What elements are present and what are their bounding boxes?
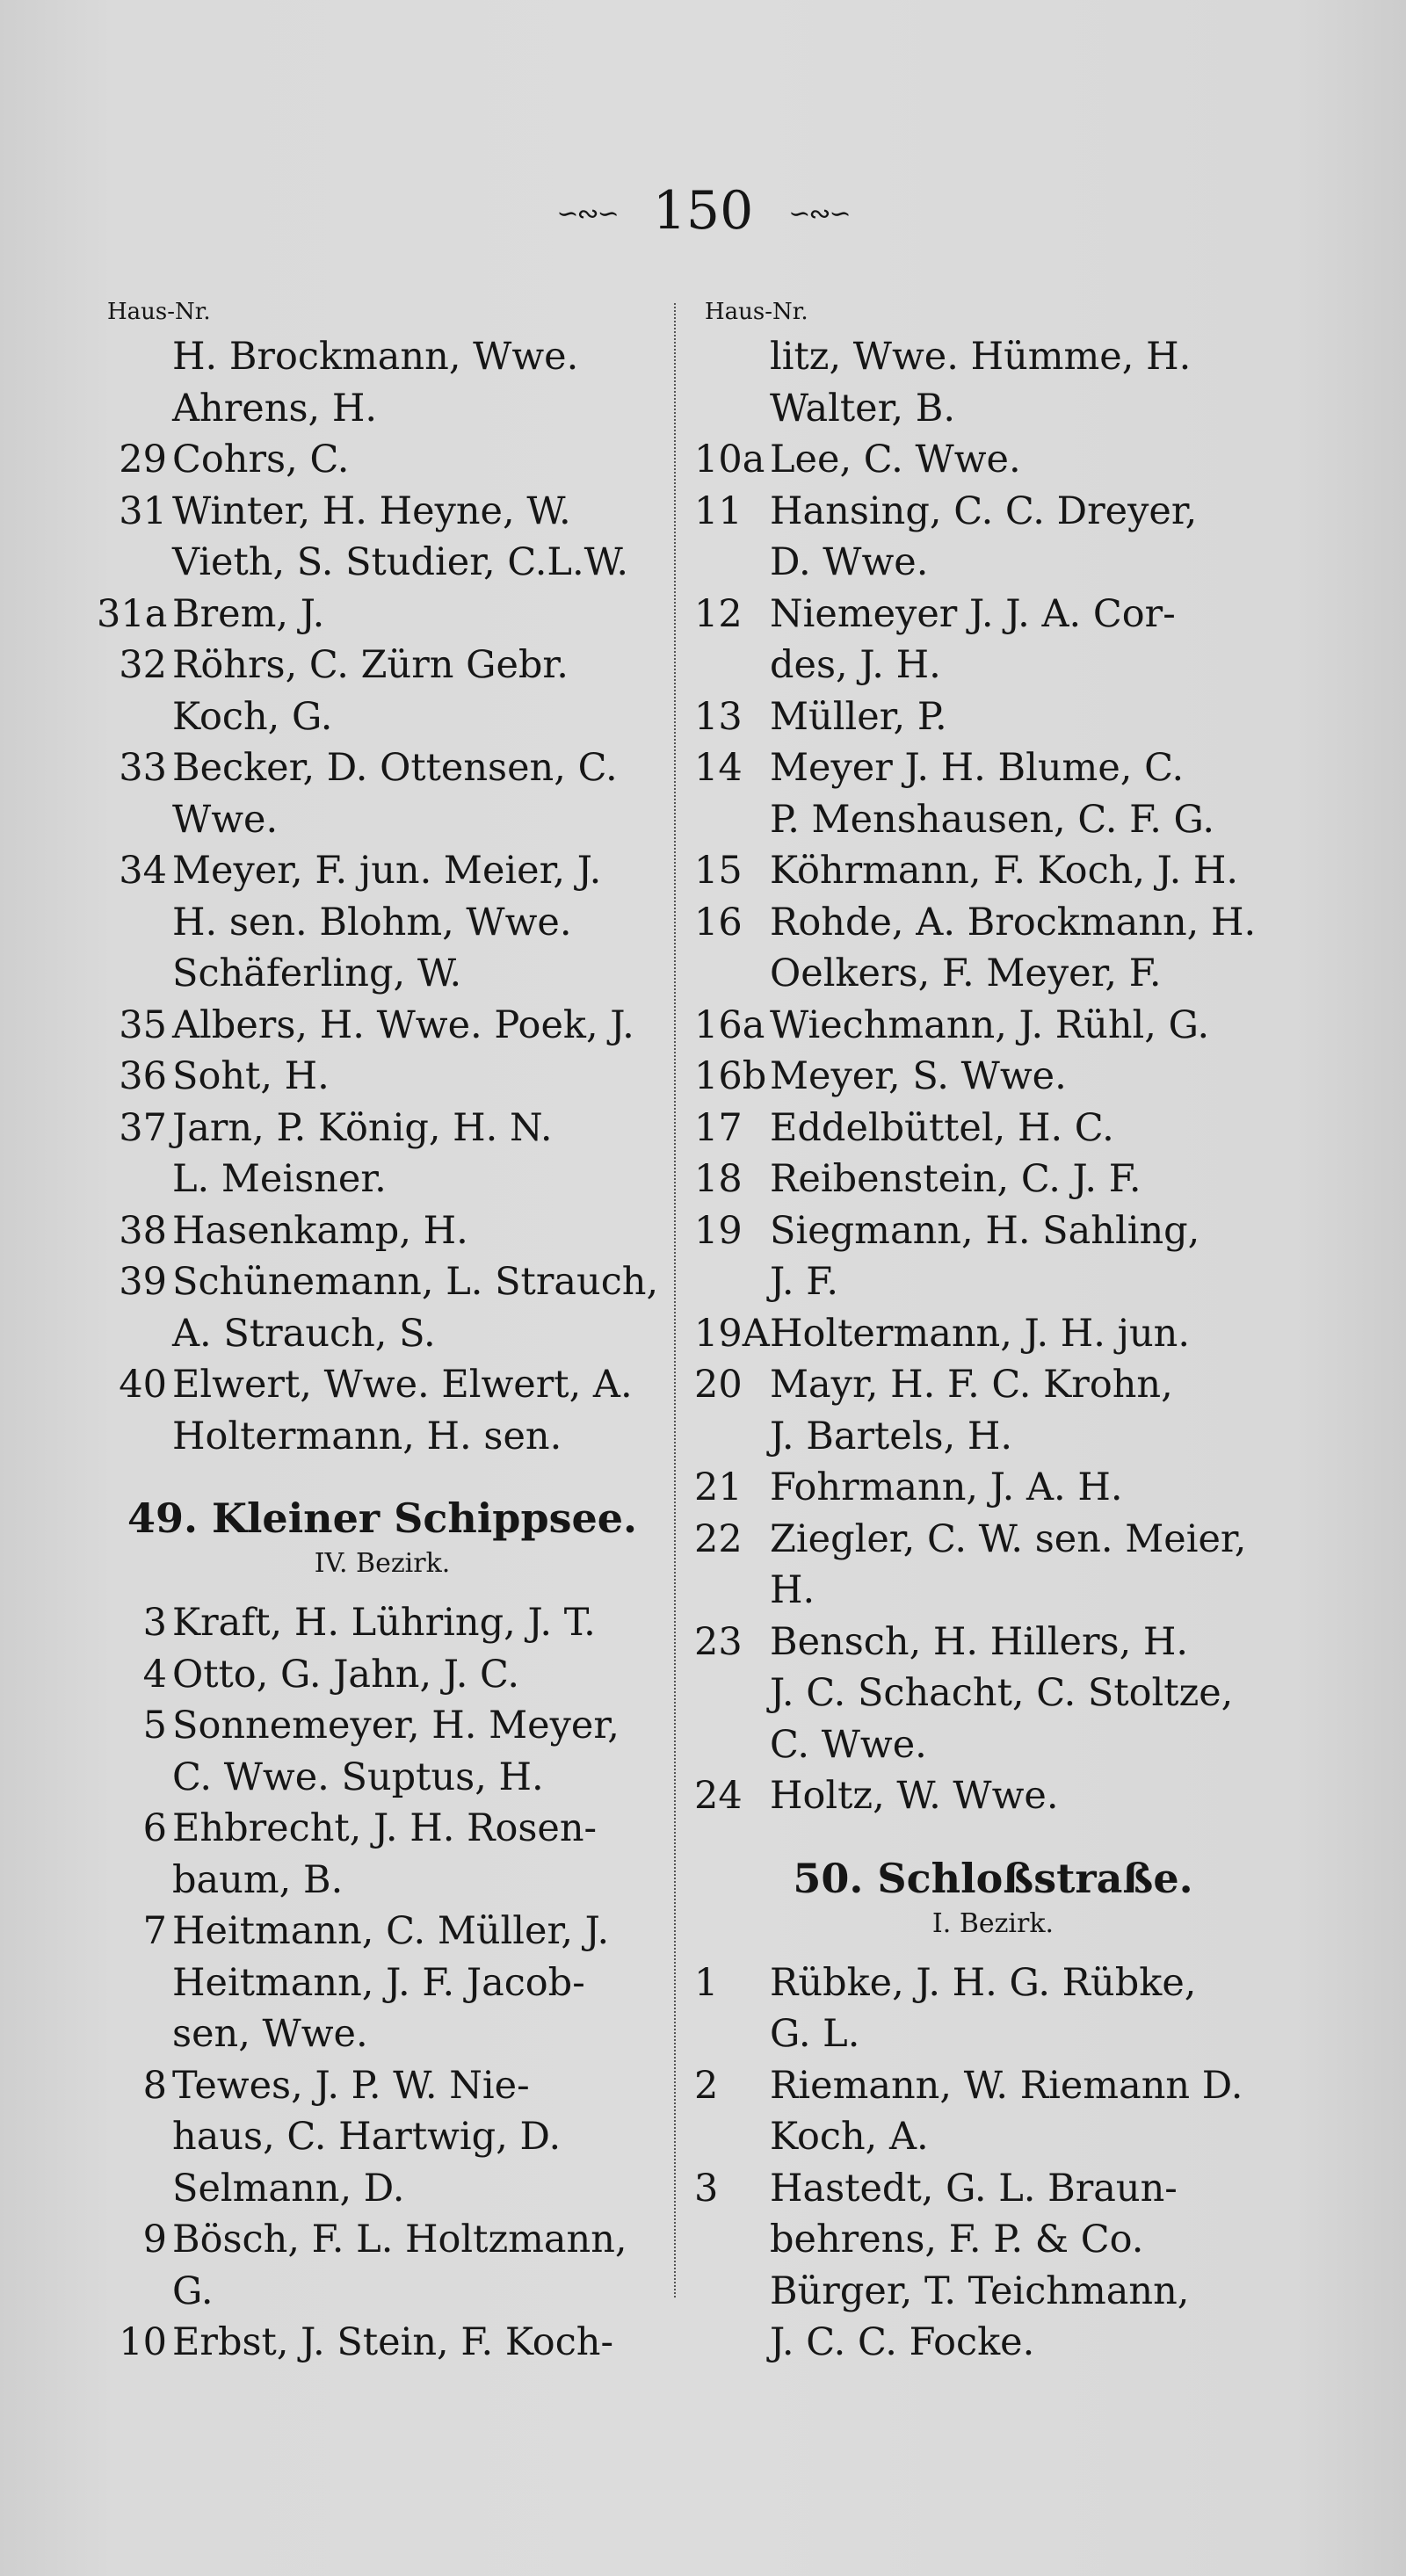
left-entries-top	[97, 331, 668, 1462]
resident-names: litz, Wwe. Hümme, H. Walter, B.	[770, 335, 1192, 431]
resident-names: Fohrmann, J. A. H.	[770, 1465, 1123, 1509]
house-number: 35	[119, 1002, 167, 1047]
house-number: 36	[119, 1054, 167, 1098]
list-item	[694, 1205, 1292, 1308]
resident-names: Sonnemeyer, H. Meyer, C. Wwe. Suptus, H.	[172, 1704, 620, 1799]
house-number: 3	[142, 1601, 167, 1645]
resident-names: Otto, G. Jahn, J. C.	[172, 1652, 520, 1697]
resident-names: Becker, D. Ottensen, C. Wwe.	[172, 746, 618, 842]
house-number: 23	[694, 1619, 743, 1664]
house-number: 34	[119, 849, 167, 893]
house-number: 17	[694, 1105, 743, 1150]
resident-names: Meyer J. H. Blume, C. P. Menshausen, C. F. G.	[770, 746, 1215, 842]
right-entries-bottom	[694, 1957, 1292, 2369]
house-number: 7	[142, 1909, 167, 1953]
list-item	[694, 691, 1292, 743]
resident-names: Brem, J.	[172, 591, 325, 636]
list-item	[97, 1700, 668, 1803]
resident-names: Meyer, S. Wwe.	[770, 1054, 1067, 1098]
resident-names: Elwert, Wwe. Elwert, A. Holtermann, H. sen.	[172, 1363, 633, 1458]
list-item	[97, 1000, 668, 1052]
house-number: 38	[119, 1208, 167, 1253]
house-number: 21	[694, 1465, 743, 1509]
resident-names: Ehbrecht, J. H. Rosen- baum, B.	[172, 1806, 598, 1902]
house-number: 14	[694, 746, 743, 790]
resident-names: Mayr, H. F. C. Krohn, J. Bartels, H.	[770, 1363, 1173, 1458]
house-number: 8	[142, 2063, 167, 2108]
resident-names: Meyer, F. jun. Meier, J. H. sen. Blohm, Wwe. Schäferling, W.	[172, 849, 602, 995]
resident-names: Eddelbüttel, H. C.	[770, 1105, 1114, 1150]
house-number: 2	[694, 2063, 719, 2108]
resident-names: Heitmann, C. Müller, J. Heitmann, J. F. Jacob- sen, Wwe.	[172, 1909, 610, 2056]
resident-names: Holtz, W. Wwe.	[770, 1774, 1059, 1818]
house-number: 29	[119, 438, 167, 481]
list-item	[694, 1154, 1292, 1205]
list-item	[694, 2060, 1292, 2163]
resident-names: Hasenkamp, H.	[172, 1208, 468, 1253]
house-number: 10	[119, 2320, 167, 2364]
resident-names: Niemeyer J. J. A. Cor- des, J. H.	[770, 591, 1176, 687]
left-column	[97, 294, 668, 2369]
house-number: 5	[142, 1704, 167, 1747]
resident-names: Kraft, H. Lühring, J. T.	[172, 1601, 596, 1645]
list-item	[97, 845, 668, 1000]
list-item	[694, 1770, 1292, 1822]
resident-names: Tewes, J. P. W. Nie- haus, C. Hartwig, D. Selmann, D.	[172, 2063, 562, 2211]
house-number: 1	[694, 1960, 719, 2005]
resident-names: H. Brockmann, Wwe. Ahrens, H.	[172, 335, 579, 431]
resident-names: Lee, C. Wwe.	[770, 438, 1021, 481]
resident-names: Holtermann, J. H. jun.	[770, 1311, 1191, 1356]
section-subtitle: IV. Bezirk.	[314, 1548, 451, 1579]
house-number: 9	[142, 2218, 167, 2261]
house-number: 20	[694, 1363, 743, 1407]
list-item	[97, 1649, 668, 1701]
list-item	[97, 1103, 668, 1205]
list-item	[694, 589, 1292, 691]
list-item	[694, 1308, 1292, 1360]
house-number: 33	[119, 746, 167, 790]
house-number: 18	[694, 1157, 743, 1201]
resident-names: Hansing, C. C. Dreyer, D. Wwe.	[770, 488, 1198, 584]
list-item	[97, 589, 668, 640]
section-subtitle: I. Bezirk.	[931, 1907, 1054, 1939]
list-item	[97, 331, 668, 434]
house-number: 16	[694, 900, 743, 944]
list-item	[694, 897, 1292, 1000]
list-item	[694, 1617, 1292, 1771]
list-item	[97, 1205, 668, 1257]
list-item	[694, 1957, 1292, 2060]
house-number: 22	[694, 1516, 743, 1561]
list-item	[694, 1103, 1292, 1154]
house-number: 40	[119, 1363, 167, 1407]
resident-names: Schünemann, L. Strauch, A. Strauch, S.	[172, 1260, 659, 1356]
list-item	[694, 845, 1292, 897]
ornament-right-icon: ∽∾∽	[788, 199, 850, 230]
house-number: 10a	[694, 438, 765, 481]
house-number: 11	[694, 488, 743, 533]
list-item	[97, 2214, 668, 2317]
list-item	[97, 742, 668, 845]
house-number: 31a	[97, 591, 168, 636]
house-number: 16b	[694, 1054, 767, 1098]
house-number: 31	[119, 488, 167, 533]
house-number: 19	[694, 1208, 743, 1253]
column-divider	[674, 303, 676, 2297]
right-column	[694, 294, 1292, 2369]
list-item	[694, 331, 1292, 434]
house-number: 24	[694, 1774, 743, 1818]
column-header: Haus-Nr.	[705, 299, 808, 325]
resident-names: Ziegler, C. W. sen. Meier, H.	[770, 1516, 1247, 1612]
list-item	[694, 486, 1292, 589]
page-header	[0, 176, 1406, 250]
resident-names: Siegmann, H. Sahling, J. F.	[770, 1208, 1200, 1304]
house-number: 13	[694, 694, 743, 739]
resident-names: Rübke, J. H. G. Rübke, G. L.	[770, 1960, 1197, 2056]
list-item	[97, 1597, 668, 1649]
list-item	[694, 2163, 1292, 2369]
resident-names: Röhrs, C. Zürn Gebr. Koch, G.	[172, 643, 569, 739]
resident-names: Köhrmann, F. Koch, J. H.	[770, 849, 1239, 893]
house-number: 16a	[694, 1002, 765, 1047]
resident-names: Müller, P.	[770, 694, 947, 739]
list-item	[97, 1803, 668, 1906]
house-number: 3	[694, 2166, 719, 2211]
list-item	[97, 1256, 668, 1359]
resident-names: Hastedt, G. L. Braun- behrens, F. P. & Co. Bürger, T. Teichmann, J. C. C. Focke.	[770, 2166, 1190, 2364]
list-item	[97, 1906, 668, 2060]
resident-names: Albers, H. Wwe. Poek, J.	[172, 1002, 634, 1047]
list-item	[694, 434, 1292, 486]
list-item	[694, 1000, 1292, 1052]
resident-names: Soht, H.	[172, 1054, 330, 1098]
column-header: Haus-Nr.	[107, 299, 211, 325]
list-item	[694, 742, 1292, 845]
page-number: 150	[652, 180, 754, 242]
resident-names: Rohde, A. Brockmann, H. Oelkers, F. Meyer, F.	[770, 900, 1257, 995]
list-item	[694, 1514, 1292, 1617]
house-number: 6	[142, 1806, 167, 1850]
resident-names: Jarn, P. König, H. N. L. Meisner.	[172, 1105, 553, 1201]
list-item	[97, 1051, 668, 1103]
resident-names: Winter, H. Heyne, W. Vieth, S. Studier, C.L.W.	[172, 488, 629, 584]
resident-names: Reibenstein, C. J. F.	[770, 1157, 1141, 1201]
list-item	[694, 1462, 1292, 1514]
list-item	[97, 486, 668, 589]
resident-names: Wiechmann, J. Rühl, G.	[770, 1002, 1210, 1047]
house-number: 12	[694, 591, 743, 636]
list-item	[97, 2060, 668, 2215]
list-item	[97, 640, 668, 742]
list-item	[97, 434, 668, 486]
house-number: 39	[119, 1260, 167, 1304]
house-number: 37	[119, 1105, 167, 1150]
house-number: 15	[694, 849, 743, 893]
resident-names: Riemann, W. Riemann D. Koch, A.	[770, 2063, 1243, 2159]
house-number: 19A	[694, 1311, 770, 1356]
resident-names: Bensch, H. Hillers, H. J. C. Schacht, C. Stoltze, C. Wwe.	[770, 1619, 1234, 1767]
right-entries-top	[694, 331, 1292, 1822]
house-number: 32	[119, 643, 167, 687]
house-number: 4	[142, 1652, 167, 1697]
list-item	[97, 1359, 668, 1462]
ornament-left-icon: ∽∾∽	[556, 199, 618, 230]
list-item	[694, 1359, 1292, 1462]
resident-names: Erbst, J. Stein, F. Koch-	[172, 2320, 613, 2364]
list-item	[97, 2317, 668, 2369]
left-entries-bottom	[97, 1597, 668, 2369]
resident-names: Cohrs, C.	[172, 438, 350, 481]
list-item	[694, 1051, 1292, 1103]
section-title: 49. Kleiner Schippsee.	[127, 1494, 638, 1542]
resident-names: Bösch, F. L. Holtzmann, G.	[172, 2218, 627, 2313]
section-title: 50. Schloßstraße.	[793, 1854, 1193, 1902]
